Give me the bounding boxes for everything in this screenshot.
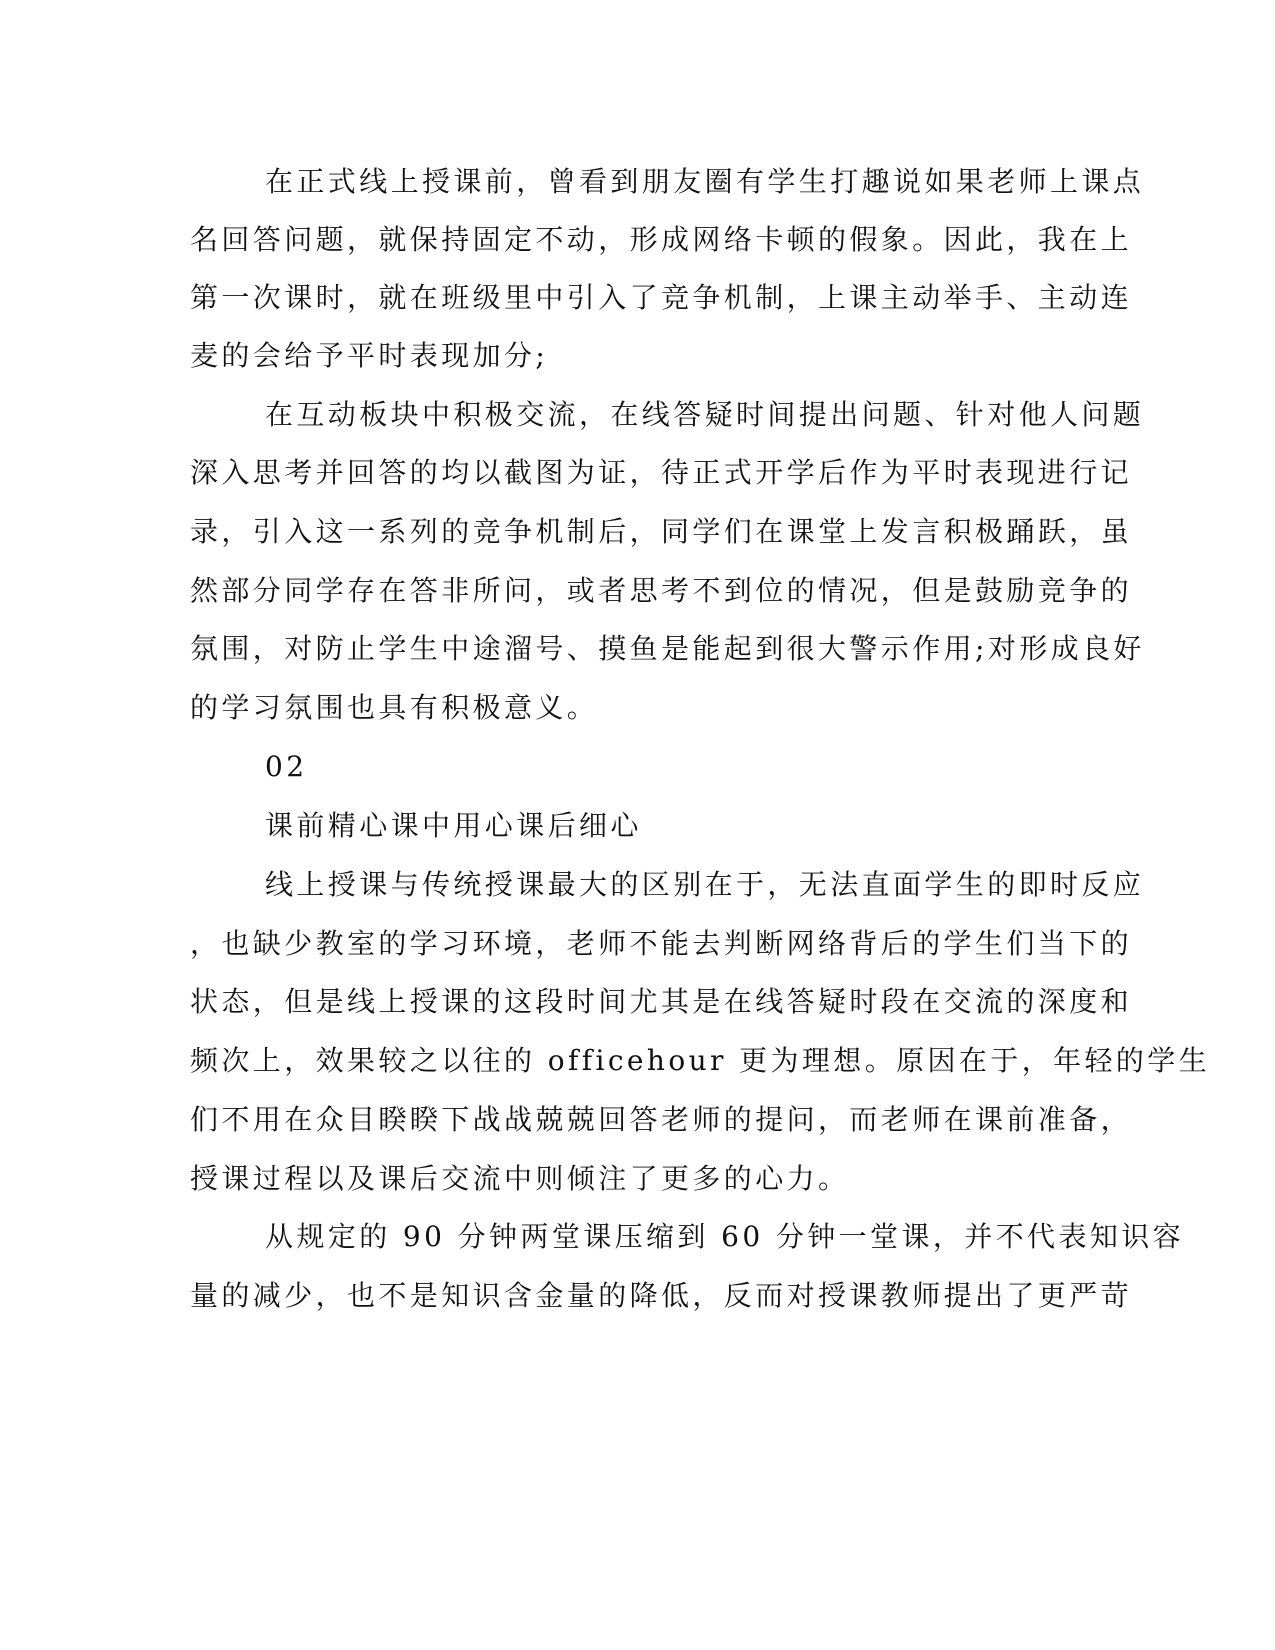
paragraph-3-line-1: 线上授课与传统授课最大的区别在于，无法直面学生的即时反应: [265, 868, 1145, 901]
paragraph-2-line-4: 然部分同学存在答非所问，或者思考不到位的情况，但是鼓励竞争的: [190, 574, 1133, 607]
section-heading: 课前精心课中用心课后细心: [265, 809, 642, 842]
paragraph-3-line-6: 授课过程以及课后交流中则倾注了更多的心力。: [190, 1162, 850, 1195]
paragraph-1-line-1: 在正式线上授课前，曾看到朋友圈有学生打趣说如果老师上课点: [265, 165, 1145, 198]
paragraph-4-line-2: 量的减少，也不是知识含金量的降低，反而对授课教师提出了更严苛: [190, 1279, 1133, 1312]
paragraph-2-line-6: 的学习氛围也具有积极意义。: [190, 691, 599, 724]
paragraph-1-line-2: 名回答问题，就保持固定不动，形成网络卡顿的假象。因此，我在上: [190, 223, 1133, 256]
paragraph-2-line-5: 氛围，对防止学生中途溜号、摸鱼是能起到很大警示作用;对形成良好: [190, 632, 1145, 665]
paragraph-2-line-2: 深入思考并回答的均以截图为证，待正式开学后作为平时表现进行记: [190, 456, 1133, 489]
paragraph-1-line-4: 麦的会给予平时表现加分;: [190, 339, 549, 372]
paragraph-3-line-3: 状态，但是线上授课的这段时间尤其是在线答疑时段在交流的深度和: [190, 985, 1133, 1018]
paragraph-3-line-4: 频次上，效果较之以往的 officehour 更为理想。原因在于，年轻的学生: [190, 1044, 1211, 1077]
paragraph-2-line-3: 录，引入这一系列的竞争机制后，同学们在课堂上发言积极踊跃，虽: [190, 515, 1133, 548]
paragraph-3-line-2: ，也缺少教室的学习环境，老师不能去判断网络背后的学生们当下的: [190, 927, 1133, 960]
paragraph-2-line-1: 在互动板块中积极交流，在线答疑时间提出问题、针对他人问题: [265, 398, 1145, 431]
section-number: 02: [265, 750, 308, 783]
paragraph-4-line-1: 从规定的 90 分钟两堂课压缩到 60 分钟一堂课，并不代表知识容: [265, 1220, 1185, 1253]
paragraph-1-line-3: 第一次课时，就在班级里中引入了竞争机制，上课主动举手、主动连: [190, 281, 1133, 314]
paragraph-3-line-5: 们不用在众目睽睽下战战兢兢回答老师的提问，而老师在课前准备，: [190, 1103, 1133, 1136]
